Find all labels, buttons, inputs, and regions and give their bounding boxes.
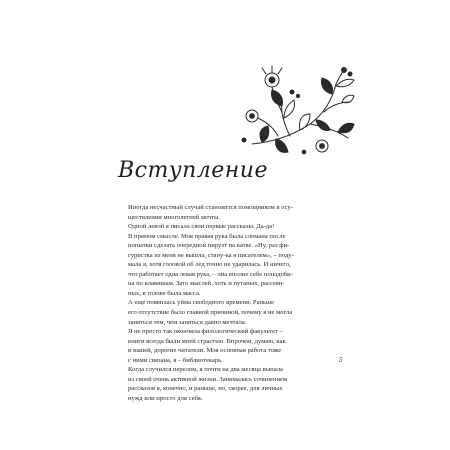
page-number: 5 xyxy=(339,356,343,364)
text-line: его отсутствие было главной причиной, почему я не могла xyxy=(128,309,293,317)
text-line: ных, в голове была масса. xyxy=(128,289,201,297)
text-line: рассказов я, конечно, и раньше, но, скорее, для личных xyxy=(128,385,283,393)
paragraph xyxy=(118,327,346,365)
paragraph xyxy=(118,298,346,327)
text-line: Иногда несчастный случай становится помощником в осу- xyxy=(128,204,294,211)
paragraph xyxy=(118,203,346,222)
text-line: Я не просто так окончила филологический факультет – xyxy=(128,328,283,336)
text-line: В прямом смысле. Моя правая рука была сломана после xyxy=(128,232,286,240)
text-line: заняться тем, чем заняться давно мечтала. xyxy=(128,318,247,326)
text-line: ществлении многолетней мечты. xyxy=(128,213,221,221)
text-line: книги всегда были моей страстью. Впрочем, думаю, как xyxy=(128,337,286,345)
text-line: Когда случился перелом, я почти на два месяца выпала xyxy=(128,366,283,374)
text-line: А еще появилась уйма свободного времени. Раньше xyxy=(128,299,275,307)
text-line: мала я, хотя головой об лед точно не ударилась. И ничего, xyxy=(128,261,291,269)
text-line: что работает одна левая рука, – она вполне себе понадоби- xyxy=(128,270,293,278)
floral-branch-icon xyxy=(232,56,358,158)
text-line: нужд или просто для себя. xyxy=(128,394,203,402)
text-line: Одной левой я писала свои первые рассказы. Да-да! xyxy=(128,223,275,231)
paragraph xyxy=(118,365,346,403)
text-line: на по клавишам. Зато мыслей, хоть и путаных, рассеян- xyxy=(128,280,285,288)
chapter-title: Вступление xyxy=(118,158,268,183)
text-line: с ними связана, я – библиотекарь. xyxy=(128,356,223,364)
text-line: попытки сделать очередной пируэт на катке. «Ну, раз фи- xyxy=(128,242,290,250)
text-line: и вашей, дорогие читатели. Моя основная работа тоже xyxy=(128,347,282,355)
text-line: из своей очень активной жизни. Занималась сочинением xyxy=(128,375,288,383)
text-line: гуристка из меня не вышла, стану-ка я писателем», – поду- xyxy=(128,251,294,259)
chapter-body xyxy=(118,203,346,403)
paragraph xyxy=(118,222,346,298)
